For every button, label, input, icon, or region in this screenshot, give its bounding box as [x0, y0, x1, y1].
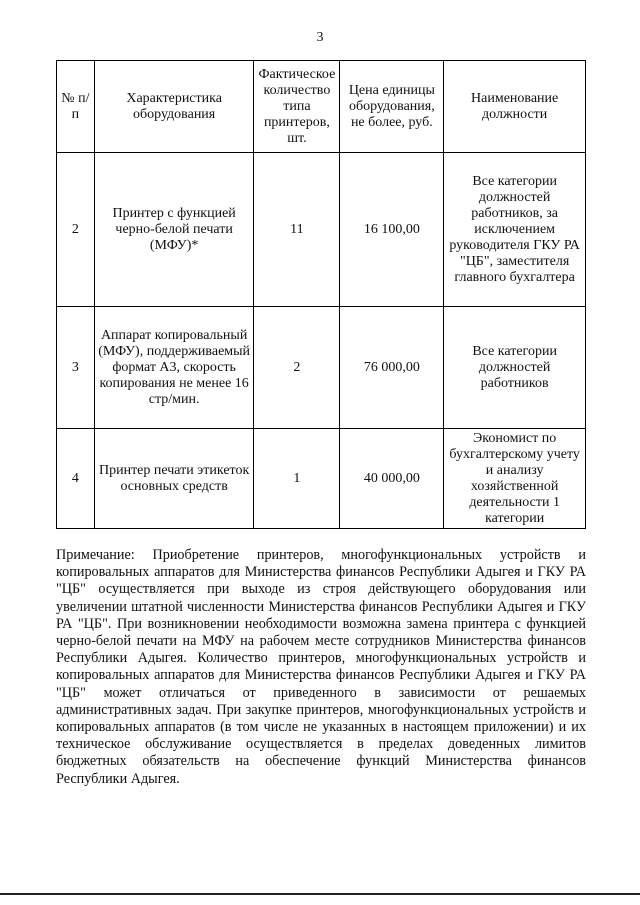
table-row	[57, 307, 586, 429]
cell-equipment: Принтер с функцией черно-белой печати (МФУ)*	[94, 153, 254, 307]
cell-price: 76 000,00	[340, 307, 444, 429]
cell-position: Экономист по бухгалтерскому учету и анализу хозяйственной деятельности 1 категории	[444, 429, 586, 529]
page-number: 3	[316, 30, 324, 45]
header-price: Цена единицы оборудования, не более, руб.	[340, 61, 444, 153]
cell-quantity: 2	[254, 307, 340, 429]
page-bottom-rule	[0, 893, 640, 895]
equipment-table	[56, 60, 586, 529]
cell-price: 40 000,00	[340, 429, 444, 529]
table-header-row	[57, 61, 586, 153]
cell-position: Все категории должностей работников, за исключением руководителя ГКУ РА "ЦБ", заместителя главного бухгалтера	[444, 153, 586, 307]
header-number: № п/п	[57, 61, 95, 153]
cell-equipment: Аппарат копировальный (МФУ), поддерживаемый формат А3, скорость копирования не менее 16 стр/мин.	[94, 307, 254, 429]
cell-quantity: 1	[254, 429, 340, 529]
cell-number: 2	[57, 153, 95, 307]
cell-price: 16 100,00	[340, 153, 444, 307]
header-quantity: Фактическое количество типа принтеров, шт.	[254, 61, 340, 153]
note-paragraph: Примечание: Приобретение принтеров, многофункциональных устройств и копировальных аппаратов для Министерства финансов Республики Адыгея и ГКУ РА "ЦБ" осуществляется при выходе из строя действующего оборудования или увеличении штатной численности Министерства финансов Республики Адыгея и ГКУ РА "ЦБ". При возникновении необходимости возможна замена принтера с функцией черно-белой печати на МФУ на рабочем месте сотрудников Министерства финансов Республики Адыгея. Количество принтеров, многофункциональных устройств и копировальных аппаратов для Министерства финансов Республики Адыгея и ГКУ РА "ЦБ" может отличаться от приведенного в зависимости от решаемых административных задач. При закупке принтеров, многофункциональных устройств и копировальных аппаратов (в том числе не указанных в настоящем приложении) и их техническое обслуживание осуществляется в пределах доведенных лимитов бюджетных обязательств на обеспечение функций Министерства финансов Республики Адыгея.	[56, 547, 586, 787]
header-equipment: Характеристика оборудования	[94, 61, 254, 153]
table-row	[57, 153, 586, 307]
header-position: Наименование должности	[444, 61, 586, 153]
cell-number: 4	[57, 429, 95, 529]
cell-quantity: 11	[254, 153, 340, 307]
table-row	[57, 429, 586, 529]
cell-position: Все категории должностей работников	[444, 307, 586, 429]
cell-number: 3	[57, 307, 95, 429]
cell-equipment: Принтер печати этикеток основных средств	[94, 429, 254, 529]
